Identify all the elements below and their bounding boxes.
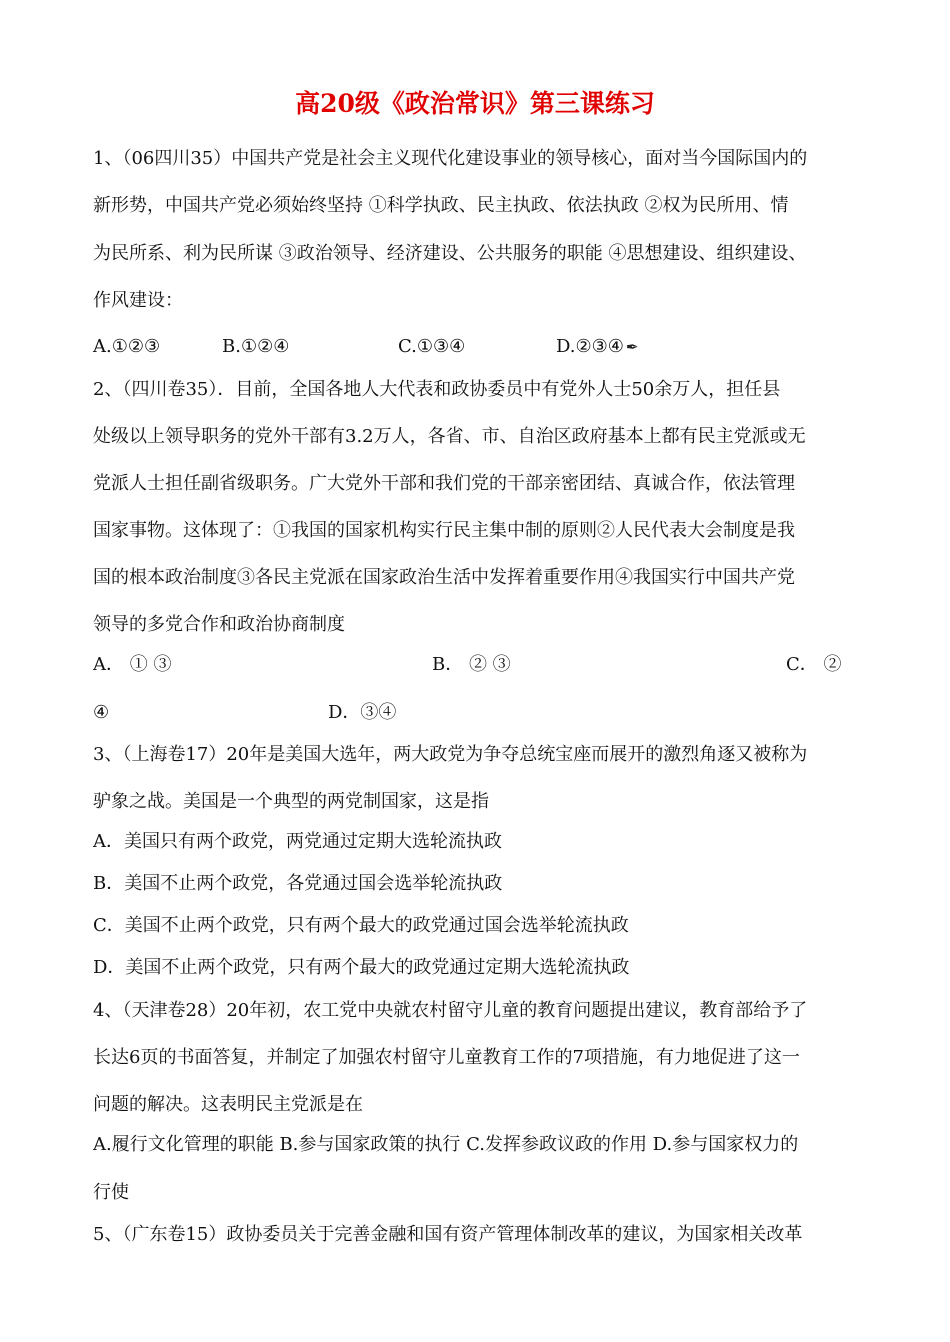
q1-line-4: 作风建设：	[93, 290, 183, 311]
page-title: 高20级《政治常识》第三课练习	[295, 89, 655, 118]
q3-line-2: 驴象之战。美国是一个典型的两党制国家，这是指	[93, 791, 489, 812]
q2-line-5: 国的根本政治制度③各民主党派在国家政治生活中发挥着重要作用④我国实行中国共产党	[93, 567, 795, 588]
q2-option-d: D．③④	[328, 702, 397, 723]
q4-line-3: 问题的解决。这表明民主党派是在	[93, 1094, 363, 1115]
q4-options-cont: 行使	[93, 1182, 129, 1203]
q1-option-c: C.①③④	[398, 336, 466, 357]
q1-option-d	[556, 333, 639, 361]
q3-option-b: B．美国不止两个政党，各党通过国会选举轮流执政	[93, 873, 503, 894]
q3-option-a: A．美国只有两个政党，两党通过定期大选轮流执政	[93, 831, 502, 852]
q4-options: A.履行文化管理的职能 B.参与国家政策的执行 C.发挥参政议政的作用 D.参与国家权力的	[93, 1134, 799, 1155]
q4-line-2: 长达6页的书面答复，并制定了加强农村留守儿童教育工作的7项措施，有力地促进了这一	[93, 1047, 800, 1068]
q2-option-c: C． ②	[786, 654, 842, 675]
q1-option-a: A.①②③	[93, 336, 161, 357]
q1-line-2: 新形势，中国共产党必须始终坚持 ①科学执政、民主执政、依法执政 ②权为民所用、情	[93, 195, 789, 216]
q3-line-1: 3、（上海卷17）20年是美国大选年，两大政党为争夺总统宝座而展开的激烈角逐又被称为	[93, 744, 808, 765]
pen-mark-icon: ✒	[625, 338, 639, 356]
q4-line-1: 4、（天津卷28）20年初，农工党中央就农村留守儿童的教育问题提出建议，教育部给予了	[93, 1000, 808, 1021]
q2-option-a: A． ① ③	[93, 654, 172, 675]
q2-line-2: 处级以上领导职务的党外干部有3.2万人，各省、市、自治区政府基本上都有民主党派或无	[93, 426, 806, 447]
q1-line-1: 1、（06四川35）中国共产党是社会主义现代化建设事业的领导核心，面对当今国际国内的	[93, 148, 808, 169]
q5-line-1: 5、（广东卷15）政协委员关于完善金融和国有资产管理体制改革的建议，为国家相关改革	[93, 1224, 803, 1245]
q1-line-3: 为民所系、利为民所谋 ③政治领导、经济建设、公共服务的职能 ④思想建设、组织建设、	[93, 243, 807, 264]
q3-option-d: D．美国不止两个政党，只有两个最大的政党通过定期大选轮流执政	[93, 957, 630, 978]
q2-line-3: 党派人士担任副省级职务。广大党外干部和我们党的干部亲密团结、真诚合作，依法管理	[93, 473, 795, 494]
q2-option-c-cont: ④	[93, 702, 110, 723]
q2-line-4: 国家事物。这体现了：①我国的国家机构实行民主集中制的原则②人民代表大会制度是我	[93, 520, 795, 541]
q3-option-c: C．美国不止两个政党，只有两个最大的政党通过国会选举轮流执政	[93, 915, 629, 936]
q2-option-b: B． ② ③	[432, 654, 511, 675]
q1-option-d-label: D.②③④	[556, 336, 624, 357]
q2-line-1: 2、（四川卷35）．目前，全国各地人大代表和政协委员中有党外人士50余万人，担任县	[93, 379, 781, 400]
q2-line-6: 领导的多党合作和政治协商制度	[93, 614, 345, 635]
q1-option-b: B.①②④	[222, 336, 290, 357]
